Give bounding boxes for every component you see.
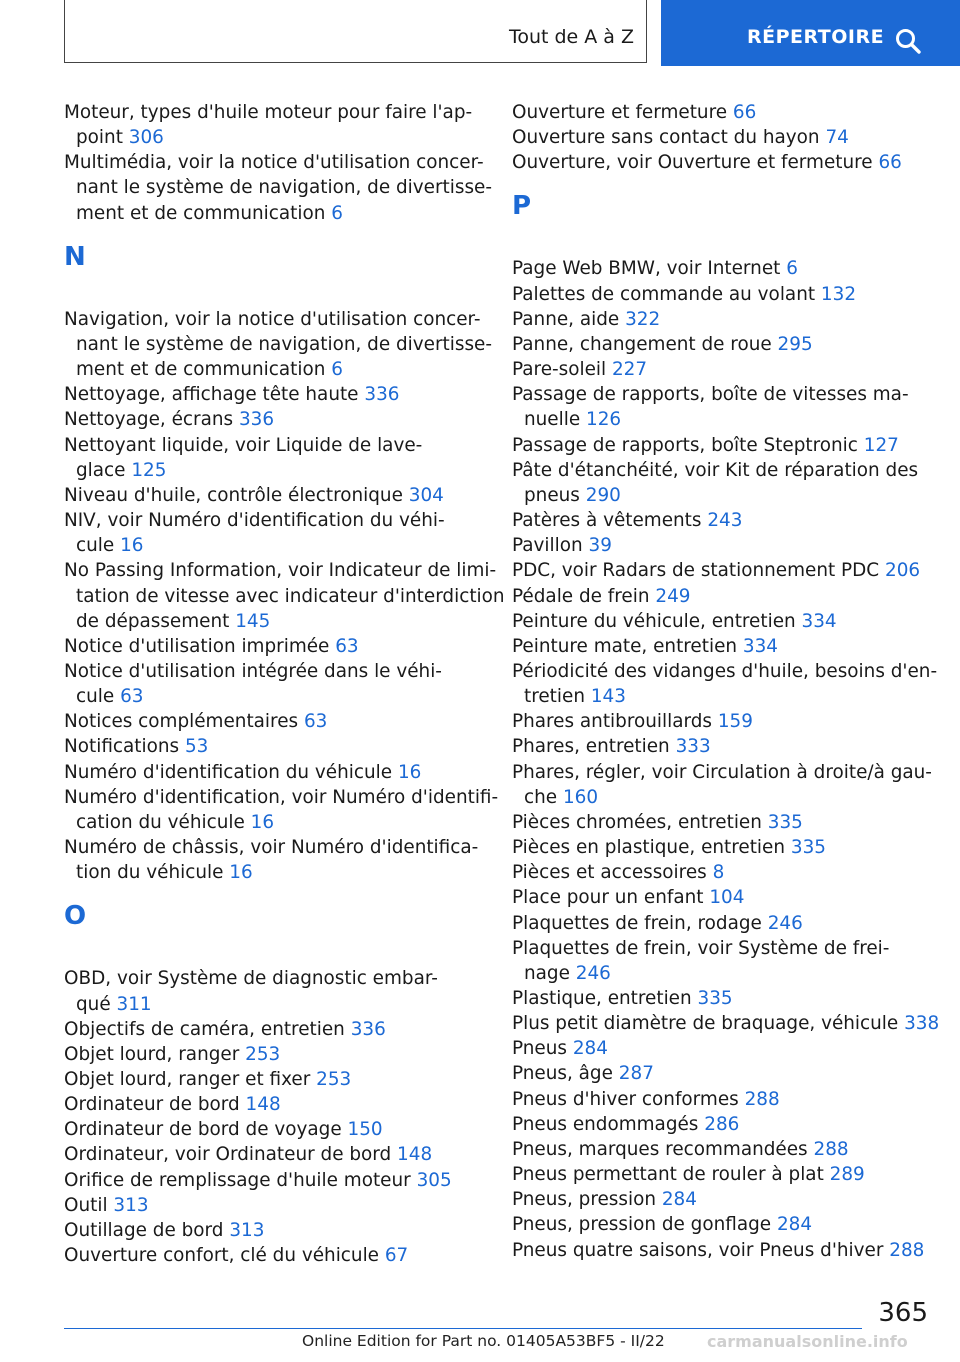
- index-entry: [512, 382, 932, 432]
- index-entry: [512, 332, 932, 357]
- entry-text: cation du véhicule: [76, 811, 245, 833]
- entry-text: Pneus, pression de gonflage: [512, 1214, 772, 1236]
- entry-text: Notices complémentaires: [64, 711, 299, 733]
- watermark: carmanualsonline.info: [707, 1332, 908, 1351]
- entry-text: Phares antibrouillards: [512, 711, 712, 733]
- entry-text: Pédale de frein: [512, 585, 650, 607]
- page-link[interactable]: 8: [712, 862, 725, 884]
- chapter-tab[interactable]: [64, 0, 647, 63]
- entry-text: Numéro d'identification, voir Numéro d'identifi-: [64, 786, 499, 808]
- entry-text: Panne, aide: [512, 308, 620, 330]
- entry-text: Pièces en plastique, entretien: [512, 837, 786, 859]
- index-entry: [512, 659, 938, 709]
- index-tab[interactable]: [661, 0, 960, 66]
- entry-text: Pneus, âge: [512, 1063, 613, 1085]
- entry-text: Pneus, marques recommandées: [512, 1138, 808, 1160]
- page-link[interactable]: 290: [585, 484, 621, 506]
- index-entry: [64, 483, 484, 508]
- page-link[interactable]: 334: [742, 635, 779, 657]
- index-entry: [512, 150, 932, 175]
- index-entry: [64, 558, 505, 633]
- page-link[interactable]: 145: [235, 610, 271, 632]
- footer-divider: [64, 1328, 862, 1329]
- entry-text: che: [524, 786, 558, 808]
- page-link[interactable]: 39: [588, 535, 612, 557]
- edition-note: Online Edition for Part no. 01405A53BF5 - II/22: [302, 1332, 665, 1350]
- index-entry: [512, 986, 932, 1011]
- index-entry: [512, 810, 932, 835]
- page-number: 365: [878, 1298, 928, 1328]
- index-entry: [512, 1061, 932, 1086]
- page-link[interactable]: 104: [709, 887, 745, 909]
- page-link[interactable]: 284: [661, 1189, 697, 1211]
- index-entry: [512, 835, 932, 860]
- index-entry: [512, 885, 932, 910]
- entry-text: Pneus permettant de rouler à plat: [512, 1164, 824, 1186]
- entry-text: nant le système de navigation, de divertisse-: [76, 177, 492, 199]
- index-entry: [64, 382, 484, 407]
- page-link[interactable]: 286: [704, 1113, 740, 1135]
- entry-text: Moteur, types d'huile moteur pour faire l'ap-: [64, 102, 473, 123]
- index-entry: [64, 1117, 484, 1142]
- page-link[interactable]: 150: [347, 1119, 383, 1141]
- page-link[interactable]: 335: [697, 988, 733, 1009]
- entry-text: Place pour un enfant: [512, 887, 704, 909]
- entry-text: Peinture mate, entretien: [512, 635, 738, 657]
- page-link[interactable]: 288: [744, 1088, 780, 1110]
- search-icon[interactable]: [895, 28, 921, 54]
- entry-text: Numéro de châssis, voir Numéro d'identifica-: [64, 837, 479, 859]
- index-entry: [512, 558, 932, 583]
- index-entry: [512, 911, 932, 936]
- index-entry: [512, 508, 932, 533]
- entry-text: Multimédia, voir la notice d'utilisation concer-: [64, 152, 484, 174]
- index-entry: [512, 1137, 932, 1162]
- entry-text: Objet lourd, ranger et fixer: [64, 1069, 311, 1090]
- index-entry: [512, 458, 932, 508]
- entry-text: Ordinateur, voir Ordinateur de bord: [64, 1144, 392, 1166]
- page-link[interactable]: 16: [397, 761, 422, 783]
- page-link[interactable]: 288: [889, 1239, 925, 1261]
- entry-text: cule: [76, 535, 115, 557]
- entry-text: Notifications: [64, 736, 180, 758]
- entry-text: Niveau d'huile, contrôle électronique: [64, 484, 403, 506]
- entry-text: Plaquettes de frein, voir Système de frei-: [512, 937, 890, 959]
- page-link[interactable]: 67: [384, 1245, 409, 1267]
- index-entry: [512, 1036, 932, 1061]
- index-entry: [512, 734, 932, 759]
- page-link[interactable]: 336: [238, 409, 275, 431]
- entry-text: Pneus, pression: [512, 1189, 656, 1211]
- page-link[interactable]: 16: [229, 862, 253, 884]
- entry-text: nant le système de navigation, de divertisse-: [76, 333, 492, 355]
- entry-text: Page Web BMW, voir Internet: [512, 258, 781, 280]
- page-link[interactable]: 63: [120, 686, 144, 708]
- entry-text: PDC, voir Radars de stationnement PDC: [512, 560, 880, 582]
- page-link[interactable]: 313: [229, 1219, 265, 1241]
- entry-text: Pâte d'étanchéité, voir Kit de réparation des: [512, 459, 919, 481]
- page-link[interactable]: 16: [250, 811, 275, 833]
- page-link[interactable]: 227: [611, 359, 648, 381]
- index-entry: [512, 760, 932, 810]
- entry-text: cule: [76, 686, 115, 708]
- index-entry: [64, 1067, 484, 1092]
- section-letter: N: [64, 241, 86, 272]
- entry-text: Notice d'utilisation intégrée dans le véhi-: [64, 660, 442, 682]
- page-link[interactable]: 63: [335, 635, 359, 657]
- index-entry: [64, 634, 484, 659]
- page-link[interactable]: 336: [364, 384, 400, 406]
- entry-text: Navigation, voir la notice d'utilisation concer-: [64, 308, 481, 330]
- page-link[interactable]: 249: [655, 585, 691, 607]
- page-link[interactable]: 66: [732, 102, 757, 123]
- entry-text: No Passing Information, voir Indicateur de limi-: [64, 560, 497, 582]
- entry-text: Plaquettes de frein, rodage: [512, 912, 762, 934]
- entry-text: Périodicité des vidanges d'huile, besoins d'en-: [512, 660, 938, 682]
- index-entry: [64, 659, 484, 709]
- entry-text: Objectifs de caméra, entretien: [64, 1018, 345, 1040]
- page-link[interactable]: 53: [184, 736, 209, 758]
- index-entry: [512, 584, 932, 609]
- entry-text: Peinture du véhicule, entretien: [512, 610, 796, 632]
- entry-text: Pièces chromées, entretien: [512, 811, 762, 833]
- entry-text: qué: [76, 993, 111, 1015]
- entry-text: glace: [76, 459, 126, 481]
- entry-text: point: [76, 127, 123, 149]
- page-link[interactable]: 246: [767, 912, 803, 934]
- page-link[interactable]: 253: [316, 1069, 352, 1090]
- entry-text: Pavillon: [512, 535, 583, 557]
- page-link[interactable]: 253: [245, 1043, 281, 1065]
- index-entry: [512, 433, 932, 458]
- page-link[interactable]: 243: [707, 510, 743, 532]
- entry-text: Orifice de remplissage d'huile moteur: [64, 1169, 411, 1191]
- index-entry: [512, 1087, 932, 1112]
- index-entry: [64, 100, 484, 150]
- section-letter: P: [512, 191, 532, 222]
- index-entry: [64, 150, 492, 225]
- entry-text: nage: [524, 962, 570, 984]
- index-entry: [512, 1162, 932, 1187]
- index-entry: [64, 1168, 484, 1193]
- page-link[interactable]: 126: [586, 409, 622, 431]
- page-link[interactable]: 160: [562, 786, 599, 808]
- index-entry: [512, 1112, 932, 1137]
- index-entry: [64, 1243, 484, 1268]
- entry-text: Plus petit diamètre de braquage, véhicule: [512, 1013, 899, 1035]
- index-entry: [64, 1142, 484, 1167]
- entry-text: ment et de communication: [76, 359, 326, 381]
- index-entry: [64, 709, 484, 734]
- page-link[interactable]: 6: [786, 258, 798, 280]
- entry-text: Pneus quatre saisons, voir Pneus d'hiver: [512, 1239, 884, 1261]
- page-link[interactable]: 313: [113, 1194, 149, 1216]
- entry-text: nuelle: [524, 409, 581, 431]
- entry-text: Nettoyant liquide, voir Liquide de lave-: [64, 434, 423, 456]
- entry-text: Ordinateur de bord: [64, 1094, 240, 1116]
- entry-text: Patères à vêtements: [512, 510, 702, 532]
- page-link[interactable]: 127: [863, 434, 899, 456]
- index-entry: [512, 307, 932, 332]
- entry-text: Nettoyage, affichage tête haute: [64, 384, 359, 406]
- page-link[interactable]: 304: [408, 484, 444, 506]
- entry-text: de dépassement: [76, 610, 230, 632]
- entry-text: Panne, changement de roue: [512, 333, 772, 355]
- entry-text: Plastique, entretien: [512, 988, 692, 1009]
- page-link[interactable]: 63: [303, 711, 328, 733]
- entry-text: Ordinateur de bord de voyage: [64, 1119, 342, 1141]
- index-entry: [64, 734, 484, 759]
- entry-text: Passage de rapports, boîte de vitesses ma-: [512, 384, 909, 406]
- entry-text: Ouverture, voir Ouverture et fermeture: [512, 152, 873, 174]
- page-link[interactable]: 6: [331, 202, 343, 224]
- section-letter: O: [64, 901, 87, 932]
- index-entry: [512, 533, 932, 558]
- entry-text: OBD, voir Système de diagnostic embar-: [64, 968, 438, 990]
- page-link[interactable]: 338: [904, 1013, 940, 1035]
- page-link[interactable]: 289: [829, 1164, 865, 1186]
- page-link[interactable]: 288: [813, 1138, 849, 1160]
- entry-text: Phares, entretien: [512, 736, 670, 758]
- entry-text: Pneus d'hiver conformes: [512, 1088, 739, 1110]
- index-entry: [512, 1212, 932, 1237]
- index-entry: [64, 1193, 484, 1218]
- entry-text: Ouverture confort, clé du véhicule: [64, 1245, 379, 1267]
- index-entry: [512, 282, 932, 307]
- entry-text: Notice d'utilisation imprimée: [64, 635, 330, 657]
- index-entry: [64, 1218, 484, 1243]
- index-entry: [512, 125, 932, 150]
- entry-text: Passage de rapports, boîte Steptronic: [512, 434, 858, 456]
- entry-text: tretien: [524, 686, 585, 708]
- page-link[interactable]: 334: [801, 610, 837, 632]
- index-entry: [64, 760, 484, 785]
- index-entry: [64, 1017, 484, 1042]
- entry-text: Pièces et accessoires: [512, 862, 707, 884]
- page-link[interactable]: 125: [131, 459, 167, 481]
- entry-text: ment et de communication: [76, 202, 326, 224]
- index-entry: [512, 860, 932, 885]
- index-entry: [64, 433, 484, 483]
- index-entry: [64, 508, 484, 558]
- page-link[interactable]: 284: [572, 1038, 608, 1060]
- index-entry: [512, 256, 932, 281]
- index-tab-label: RÉPERTOIRE: [747, 26, 885, 48]
- chapter-tab-label: Tout de A à Z: [508, 26, 634, 48]
- index-entry: [64, 966, 484, 1016]
- page-link[interactable]: 16: [120, 535, 144, 557]
- page-link[interactable]: 66: [878, 152, 902, 174]
- index-entry: [64, 785, 499, 835]
- entry-text: Ouverture et fermeture: [512, 102, 728, 123]
- entry-text: Pare-soleil: [512, 359, 607, 381]
- index-entry: [64, 1092, 484, 1117]
- page-link[interactable]: 336: [350, 1018, 386, 1040]
- index-entry: [512, 1011, 940, 1036]
- page-link[interactable]: 322: [625, 308, 661, 330]
- page-link[interactable]: 284: [776, 1214, 813, 1236]
- page-link[interactable]: 311: [116, 993, 152, 1015]
- page-link[interactable]: 148: [397, 1144, 433, 1166]
- page-link[interactable]: 206: [885, 560, 921, 582]
- entry-text: Ouverture sans contact du hayon: [512, 127, 820, 149]
- entry-text: Outil: [64, 1194, 108, 1216]
- page-link[interactable]: 246: [575, 962, 611, 984]
- index-entry: [512, 1187, 932, 1212]
- entry-text: Phares, régler, voir Circulation à droite/à gau-: [512, 761, 932, 783]
- index-entry: [512, 936, 932, 986]
- page-link[interactable]: 335: [767, 811, 803, 833]
- index-entry: [512, 709, 932, 734]
- page-link[interactable]: 333: [675, 736, 711, 758]
- entry-text: Objet lourd, ranger: [64, 1043, 240, 1065]
- page-link[interactable]: 143: [590, 686, 626, 708]
- entry-text: pneus: [524, 484, 580, 506]
- entry-text: Nettoyage, écrans: [64, 409, 234, 431]
- index-column-left: [64, 100, 505, 1268]
- entry-text: tation de vitesse avec indicateur d'interdiction: [76, 585, 505, 607]
- index-entry: [512, 634, 932, 659]
- index-entry: [512, 609, 932, 634]
- index-entry: [512, 100, 932, 125]
- page-link[interactable]: 306: [128, 127, 164, 149]
- entry-text: Numéro d'identification du véhicule: [64, 761, 393, 783]
- page-link[interactable]: 159: [717, 711, 753, 733]
- entry-text: Pneus: [512, 1038, 567, 1060]
- page-link[interactable]: 335: [790, 837, 826, 859]
- page-link[interactable]: 148: [245, 1094, 281, 1116]
- entry-text: tion du véhicule: [76, 862, 224, 884]
- entry-text: Outillage de bord: [64, 1219, 224, 1241]
- entry-text: NIV, voir Numéro d'identification du véhi-: [64, 510, 445, 532]
- page-link[interactable]: 6: [331, 359, 343, 381]
- index-entry: [64, 835, 484, 885]
- index-entry: [512, 357, 932, 382]
- entry-text: Palettes de commande au volant: [512, 283, 816, 305]
- page-link[interactable]: 132: [820, 283, 857, 305]
- page-link[interactable]: 287: [618, 1063, 654, 1085]
- index-entry: [64, 1042, 484, 1067]
- entry-text: Pneus endommagés: [512, 1113, 699, 1135]
- index-entry: [512, 1238, 932, 1263]
- index-entry: [64, 407, 484, 432]
- page-link[interactable]: 74: [825, 127, 849, 149]
- page-link[interactable]: 305: [416, 1169, 452, 1191]
- index-entry: [64, 307, 492, 382]
- page-link[interactable]: 295: [777, 333, 813, 355]
- index-column-right: [512, 100, 940, 1263]
